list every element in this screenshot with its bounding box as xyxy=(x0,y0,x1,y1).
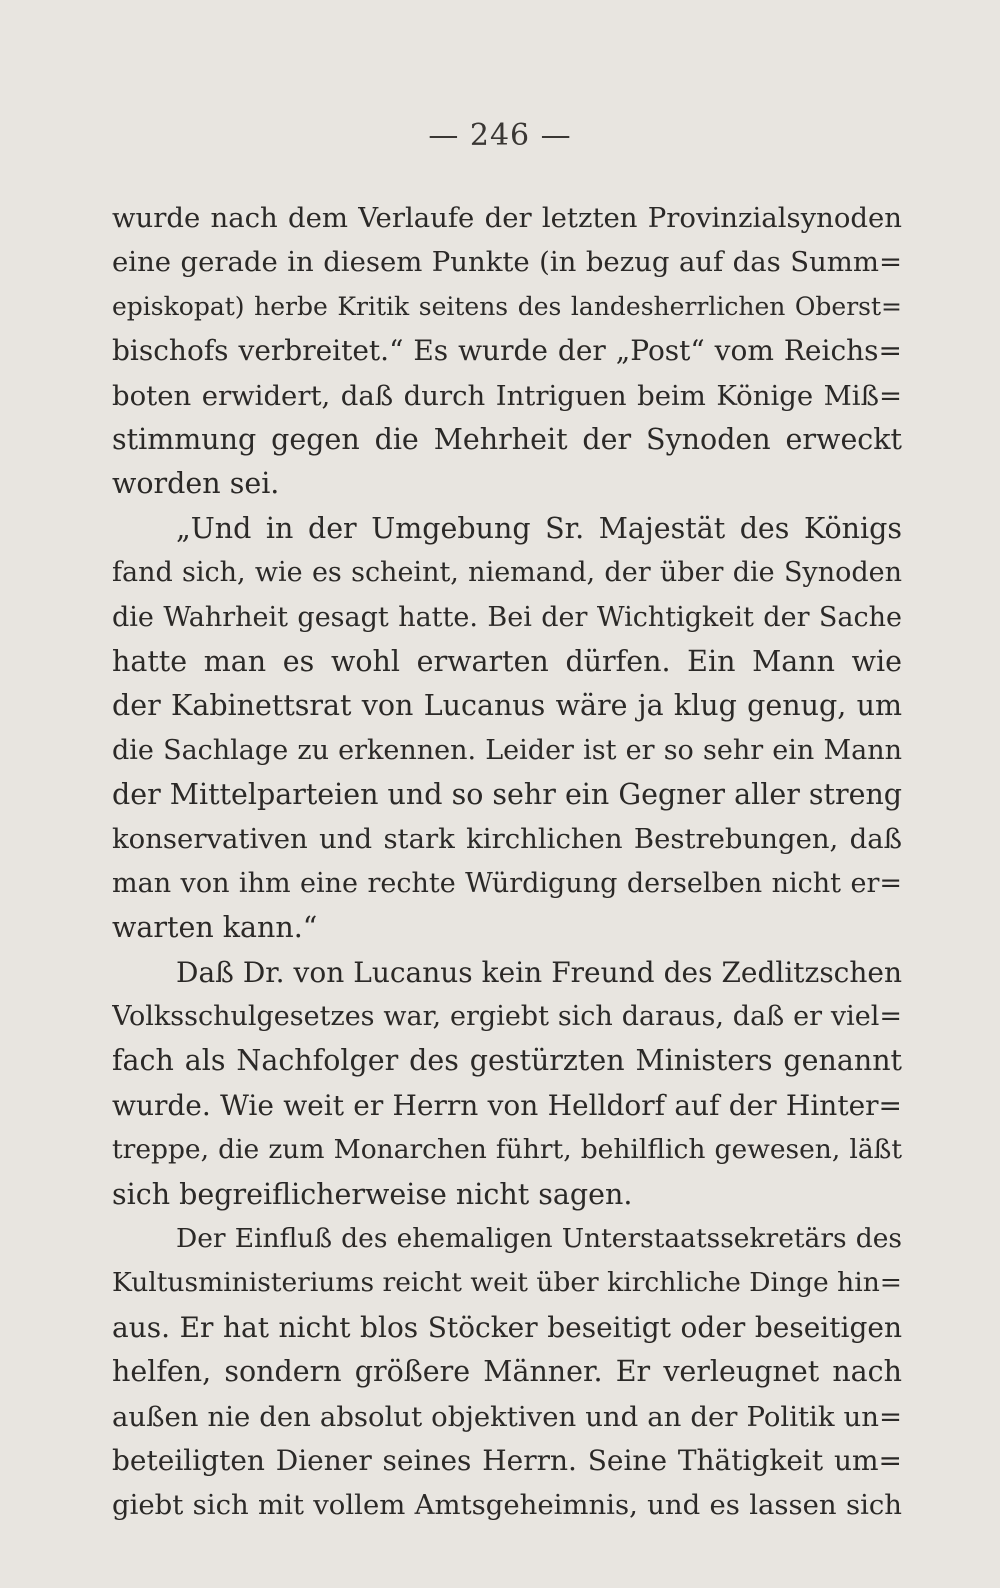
text-line: außen nie den absolut objektiven und an der Politik un= xyxy=(112,1400,902,1433)
text-line: eine gerade in diesem Punkte (in bezug auf das Summ= xyxy=(112,246,902,279)
text-line: Volksschulgesetzes war, ergiebt sich daraus, daß er viel= xyxy=(112,1001,902,1033)
text-line: helfen, sondern größere Männer. Er verleugnet nach xyxy=(112,1355,902,1389)
text-line: bischofs verbreitet.“ Es wurde der „Post“ vom Reichs= xyxy=(112,334,902,368)
text-line: warten kann.“ xyxy=(112,911,318,945)
body-text xyxy=(112,196,902,1528)
text-line: die Sachlage zu erkennen. Leider ist er so sehr ein Mann xyxy=(112,734,902,766)
text-line: treppe, die zum Monarchen führt, behilflich gewesen, läßt xyxy=(112,1134,902,1166)
text-line: fach als Nachfolger des gestürzten Ministers genannt xyxy=(112,1044,902,1078)
text-line: episkopat) herbe Kritik seitens des landesherrlichen Oberst= xyxy=(112,291,902,321)
text-line: der Mittelparteien und so sehr ein Gegner aller streng xyxy=(112,778,902,812)
text-line: „Und in der Umgebung Sr. Majestät des Königs xyxy=(176,511,902,545)
text-line: stimmung gegen die Mehrheit der Synoden erweckt xyxy=(112,422,902,456)
text-line: die Wahrheit gesagt hatte. Bei der Wichtigkeit der Sache xyxy=(112,601,902,633)
text-line: giebt sich mit vollem Amtsgeheimnis, und es lassen sich xyxy=(112,1489,902,1522)
text-line: Der Einfluß des ehemaligen Unterstaatssekretärs des xyxy=(176,1222,902,1254)
text-line: fand sich, wie es scheint, niemand, der über die Synoden xyxy=(112,557,902,589)
text-line: wurde. Wie weit er Herrn von Helldorf auf der Hinter= xyxy=(112,1088,902,1122)
text-line: hatte man es wohl erwarten dürfen. Ein Mann wie xyxy=(112,644,902,678)
text-line: aus. Er hat nicht blos Stöcker beseitigt oder beseitigen xyxy=(112,1310,902,1344)
text-line: Kultusministeriums reicht weit über kirchliche Dinge hin= xyxy=(112,1267,902,1299)
text-line: boten erwidert, daß durch Intriguen beim Könige Miß= xyxy=(112,379,902,412)
text-line: konservativen und stark kirchlichen Bestrebungen, daß xyxy=(112,823,902,856)
text-line: sich begreiflicherweise nicht sagen. xyxy=(112,1177,633,1211)
text-line: beteiligten Diener seines Herrn. Seine Thätigkeit um= xyxy=(112,1443,902,1477)
text-line: der Kabinettsrat von Lucanus wäre ja klug genug, um xyxy=(112,689,902,723)
text-line: wurde nach dem Verlaufe der letzten Provinzialsynoden xyxy=(112,202,902,234)
page-number: — 246 — xyxy=(428,118,572,153)
text-line: worden sei. xyxy=(112,467,280,501)
text-line: Daß Dr. von Lucanus kein Freund des Zedlitzschen xyxy=(176,955,902,989)
text-line: man von ihm eine rechte Würdigung derselben nicht er= xyxy=(112,867,902,899)
